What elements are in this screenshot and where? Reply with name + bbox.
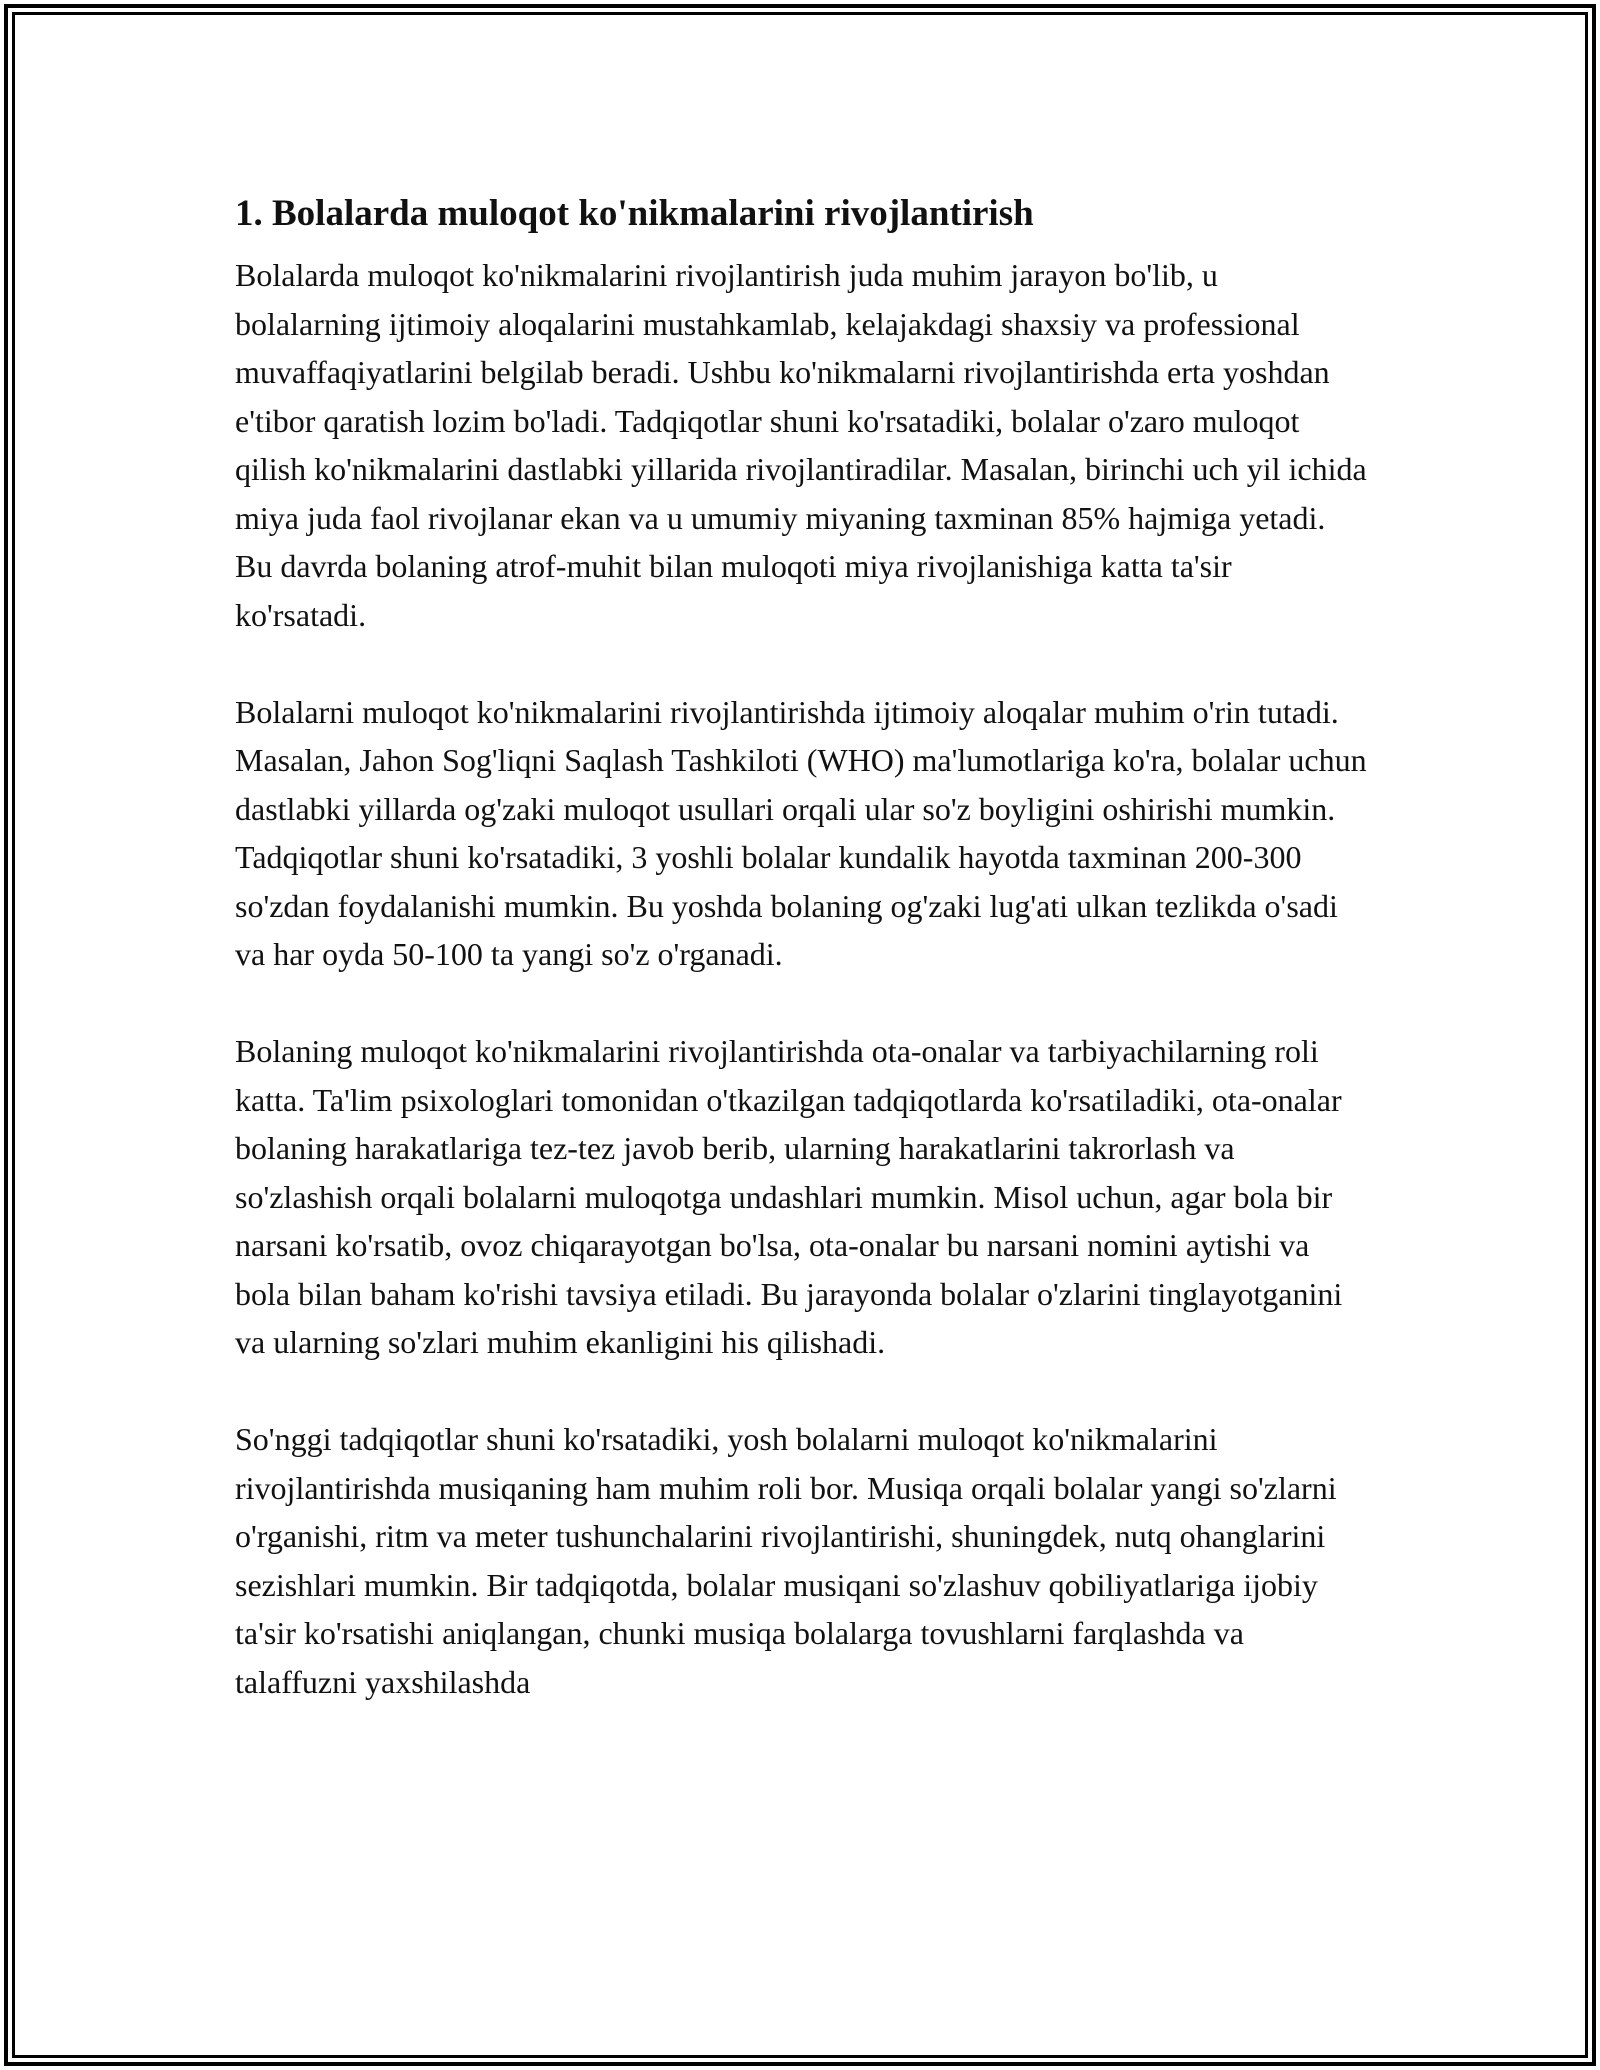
paragraph-4: So'nggi tadqiqotlar shuni ko'rsatadiki, yosh bolalarni muloqot ko'nikmalarini rivojlantirishda musiqaning ham muhim roli bor. Musiqa orqali bolalar yangi so'zlarni o'rganishi, ritm va meter tushunchalarini rivojlantirishi, shuningdek, nutq ohanglarini sezishlari mumkin. Bir tadqiqotda, bolalar musiqani so'zlashuv qobiliyatlariga ijobiy ta'sir ko'rsatishi aniqlangan, chunki musiqa bolalarga tovushlarni farqlashda va talaffuzni yaxshilashda (235, 1421, 1337, 1700)
paragraph-1: Bolalarda muloqot ko'nikmalarini rivojlantirish juda muhim jarayon bo'lib, u bolalarning ijtimoiy aloqalarini mustahkamlab, kelajakdagi shaxsiy va professional muvaffaqiyatlarini belgilab beradi. Ushbu ko'nikmalarni rivojlantirishda erta yoshdan e'tibor qaratish lozim bo'ladi. Tadqiqotlar shuni ko'rsatadiki, bolalar o'zaro muloqot qilish ko'nikmalarini dastlabki yillarida rivojlantiradilar. Masalan, birinchi uch yil ichida miya juda faol rivojlanar ekan va u umumiy miyaning taxminan 85% hajmiga yetadi. Bu davrda bolaning atrof-muhit bilan muloqoti miya rivojlanishiga katta ta'sir ko'rsatadi. (235, 257, 1367, 633)
paragraph-3: Bolaning muloqot ko'nikmalarini rivojlantirishda ota-onalar va tarbiyachilarning roli katta. Ta'lim psixologlari tomonidan o'tkazilgan tadqiqotlarda ko'rsatiladiki, ota-onalar bolaning harakatlariga tez-tez javob berib, ularning harakatlarini takrorlash va so'zlashish orqali bolalarni muloqotga undashlari mumkin. Misol uchun, agar bola bir narsani ko'rsatib, ovoz chiqarayotgan bo'lsa, ota-onalar bu narsani nomini aytishi va bola bilan baham ko'rishi tavsiya etiladi. Bu jarayonda bolalar o'zlarini tinglayotganini va ularning so'zlari muhim ekanligini his qilishadi. (235, 1033, 1343, 1360)
section-heading: 1. Bolalarda muloqot ko'nikmalarini rivojlantirish (235, 193, 1034, 234)
document-body (235, 185, 1370, 1706)
paragraph-2: Bolalarni muloqot ko'nikmalarini rivojlantirishda ijtimoiy aloqalar muhim o'rin tutadi. Masalan, Jahon Sog'liqni Saqlash Tashkiloti (WHO) ma'lumotlariga ko'ra, bolalar uchun dastlabki yillarda og'zaki muloqot usullari orqali ular so'z boyligini oshirishi mumkin. Tadqiqotlar shuni ko'rsatadiki, 3 yoshli bolalar kundalik hayotda taxminan 200-300 so'zdan foydalanishi mumkin. Bu yoshda bolaning og'zaki lug'ati ulkan tezlikda o'sadi va har oyda 50-100 ta yangi so'z o'rganadi. (235, 693, 1367, 972)
